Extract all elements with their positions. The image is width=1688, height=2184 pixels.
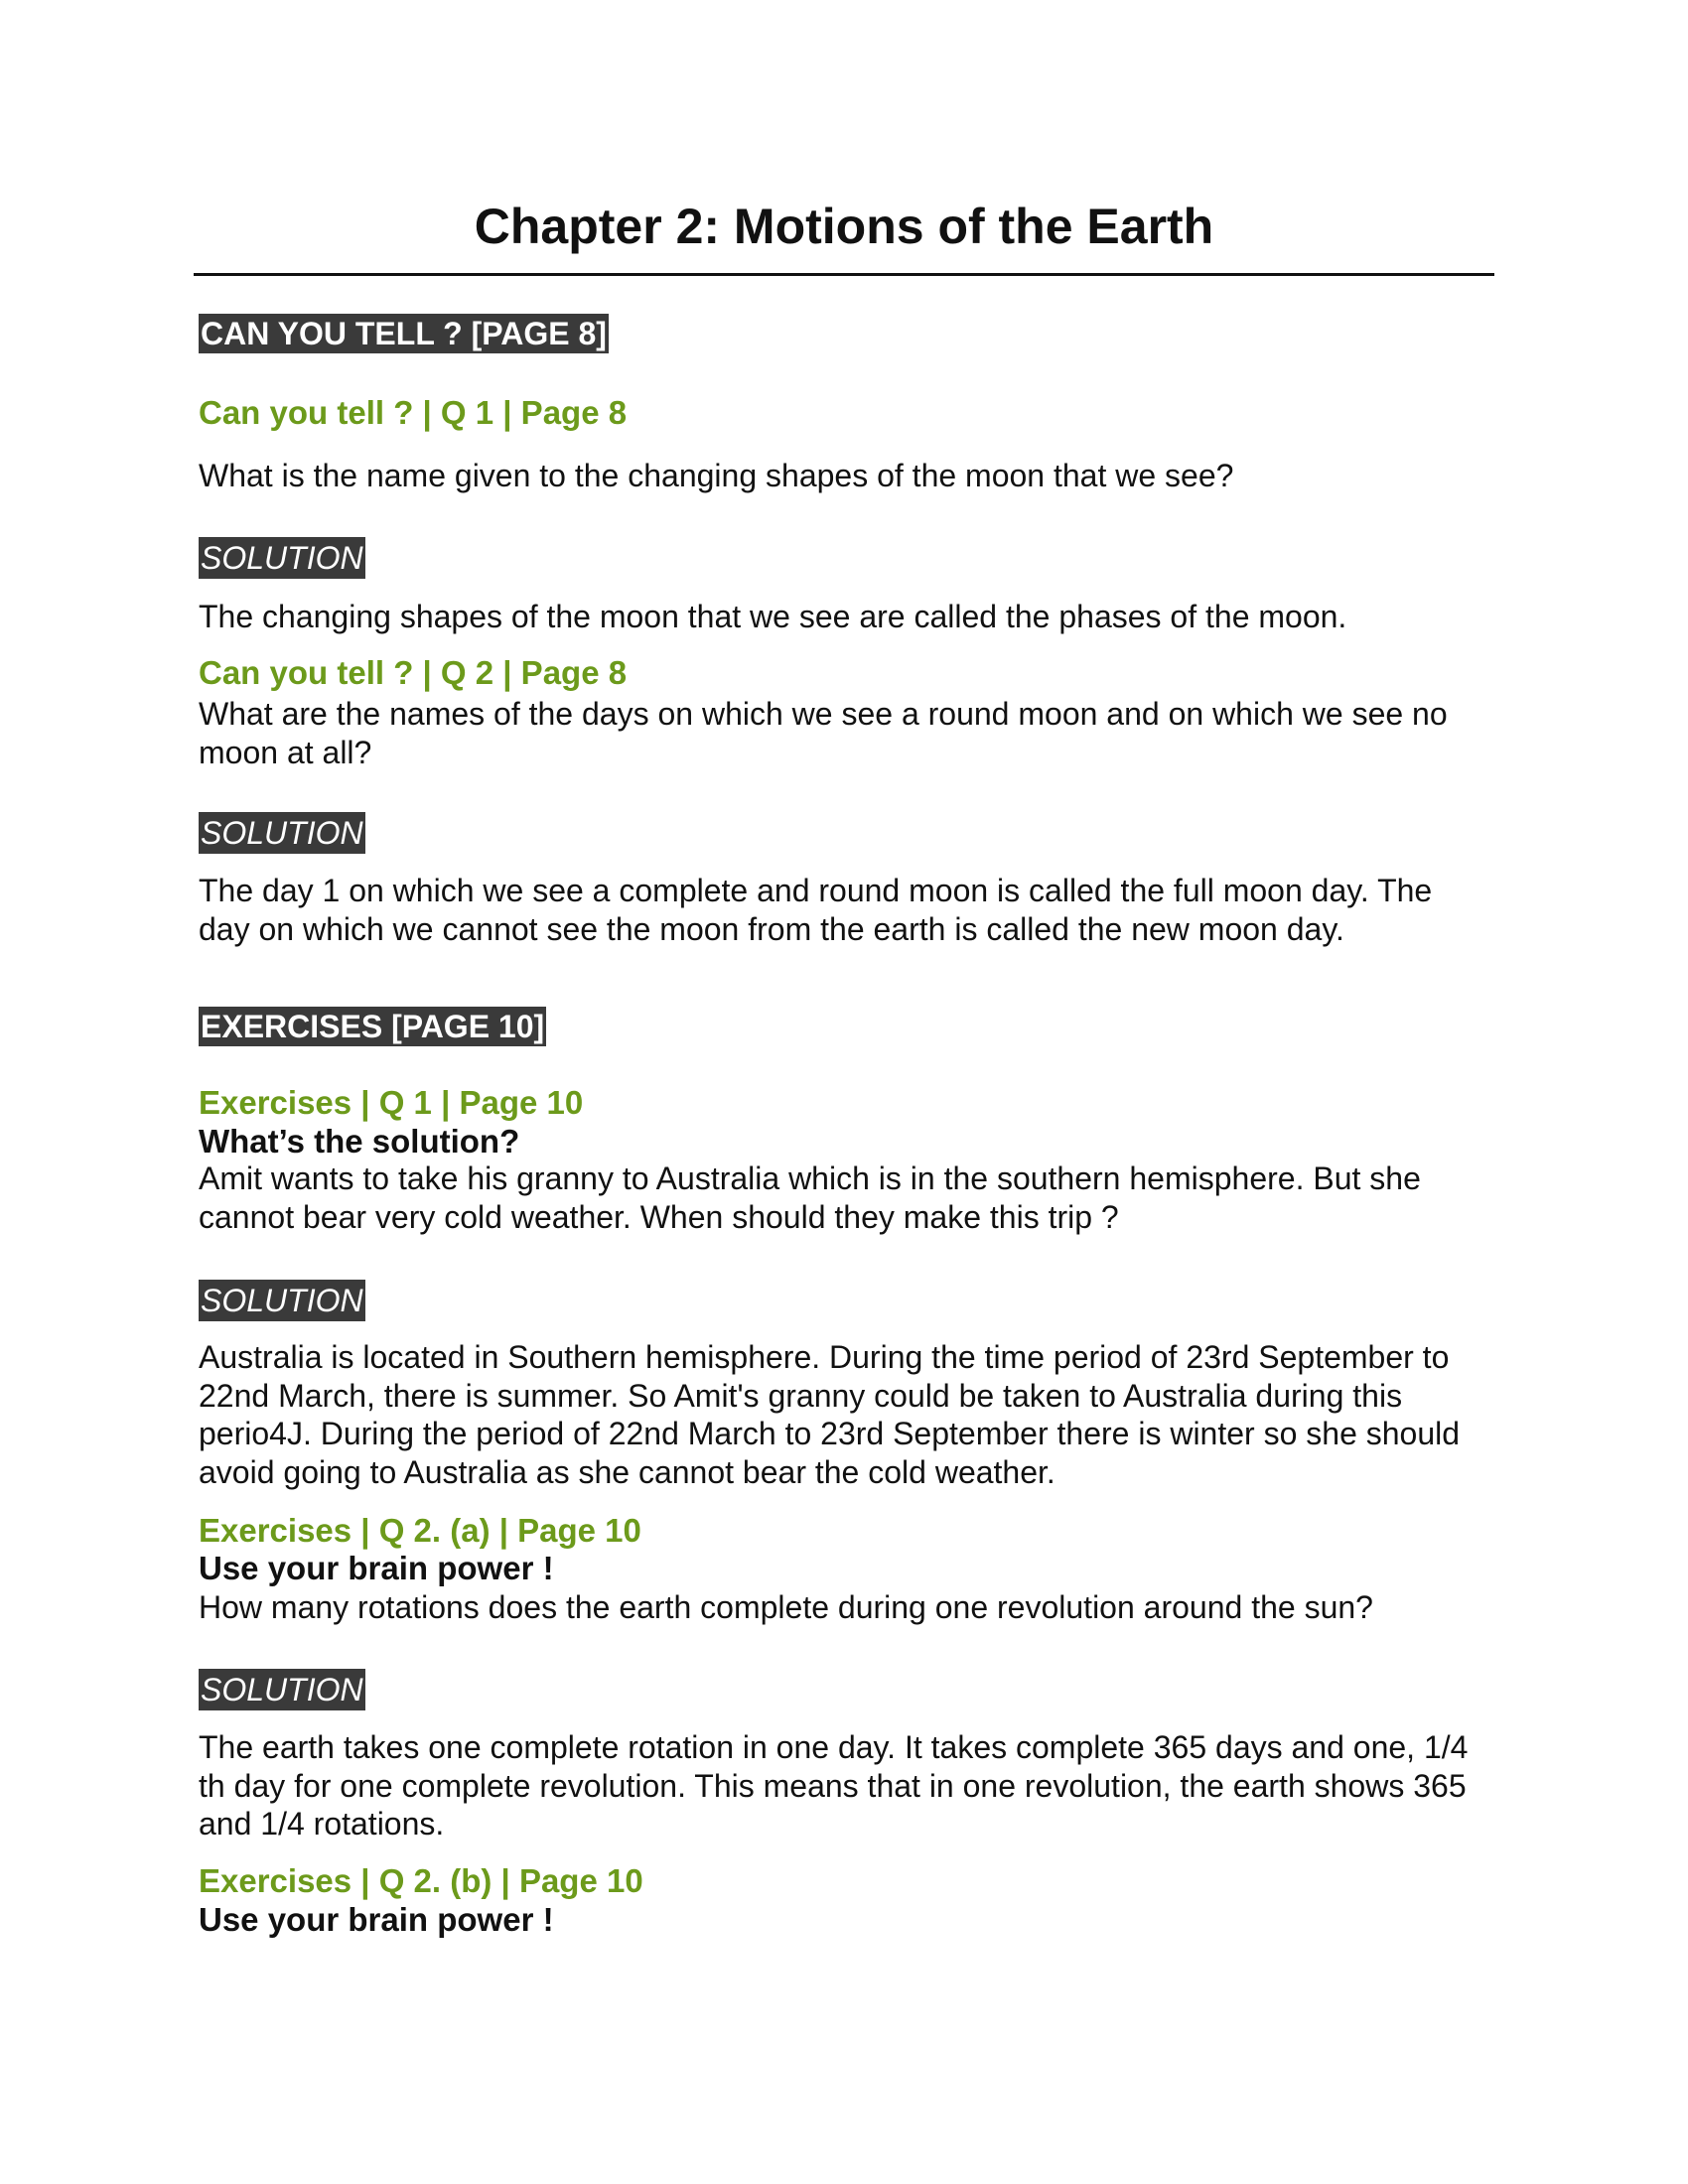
section-heading-exercises: EXERCISES [PAGE 10] — [201, 1009, 545, 1044]
question-text: How many rotations does the earth complete during one revolution around the sun? — [199, 1589, 1373, 1625]
solution-badge: SOLUTION — [199, 537, 365, 579]
question-label: Can you tell ? | Q 2 | Page 8 — [199, 654, 628, 691]
question-subheading: Use your brain power ! — [199, 1550, 554, 1586]
question-label: Exercises | Q 1 | Page 10 — [199, 1084, 584, 1121]
page-title: Chapter 2: Motions of the Earth — [474, 199, 1214, 254]
solution-text: The day 1 on which we see a complete and round moon is called the full moon day. The day on which we cannot see the moon from the earth is called the new moon day. — [199, 873, 1433, 947]
solution-text: The earth takes one complete rotation in one day. It takes complete 365 days and one, 1/4 th day for one complete revolution. This means that in one revolution, the earth shows 365 and 1/4 rotations. — [199, 1729, 1469, 1842]
question-subheading: Use your brain power ! — [199, 1901, 554, 1938]
question-label: Exercises | Q 2. (b) | Page 10 — [199, 1862, 643, 1899]
solution-text: Australia is located in Southern hemisphere. During the time period of 23rd September to 22nd March, there is summer. So Amit's granny could be taken to Australia during this perio4J. During the period of 22nd March to 23rd September there is winter so she should avoid going to Australia as she cannot bear the cold weather. — [199, 1339, 1461, 1490]
solution-badge: SOLUTION — [199, 1280, 365, 1321]
question-text: What is the name given to the changing shapes of the moon that we see? — [199, 458, 1234, 493]
section-heading-can-you-tell: CAN YOU TELL ? [PAGE 8] — [201, 316, 607, 351]
question-text: What are the names of the days on which we see a round moon and on which we see no moon at all? — [199, 696, 1448, 770]
question-label: Exercises | Q 2. (a) | Page 10 — [199, 1512, 641, 1549]
solution-text: The changing shapes of the moon that we see are called the phases of the moon. — [199, 599, 1347, 634]
solution-badge: SOLUTION — [199, 812, 365, 854]
title-divider — [194, 273, 1494, 276]
question-text: Amit wants to take his granny to Australia which is in the southern hemisphere. But she cannot bear very cold weather. When should they make this trip ? — [199, 1160, 1421, 1235]
question-label: Can you tell ? | Q 1 | Page 8 — [199, 394, 628, 431]
solution-badge: SOLUTION — [199, 1669, 365, 1710]
question-subheading: What’s the solution? — [199, 1123, 520, 1160]
